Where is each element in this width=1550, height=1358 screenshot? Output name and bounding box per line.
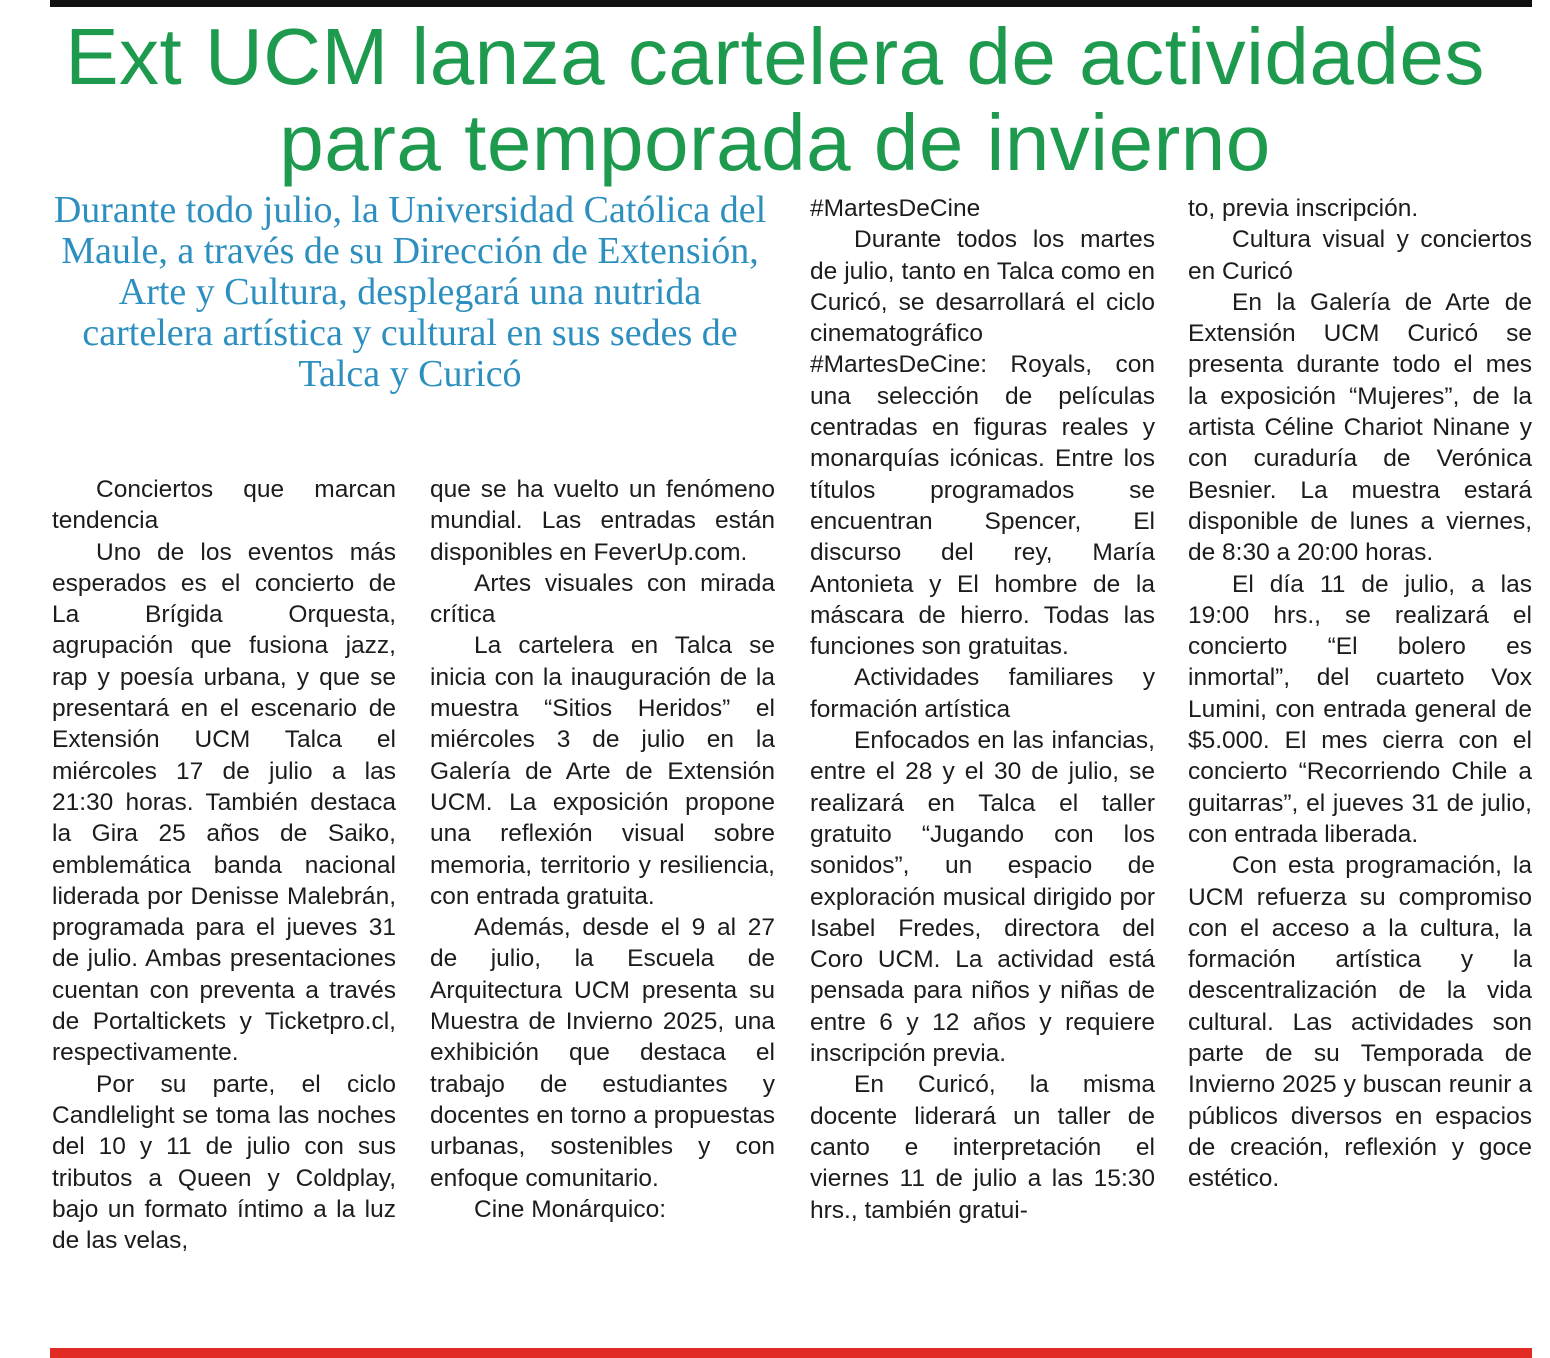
column-1-paragraph: Uno de los eventos más esperados es el concierto de La Brígida Orquesta, agrupación que fusiona jazz, rap y poesía urbana, y que se presentará en el escenario de Extensión UCM Talca el miércoles 17 de julio a las 21:30 horas. También destaca la Gira 25 años de Saiko, emblemática banda nacional liderada por Denisse Malebrán, programada para el jueves 31 de julio. Ambas presentaciones cuentan con preventa a través de Portaltickets y Ticketpro.cl, respectivamente. <box>52 538 396 1067</box>
column-2-paragraph: Artes visuales con mirada crítica <box>430 569 775 629</box>
article-column-1 <box>52 474 396 1256</box>
column-4-paragraph: Cultura visual y conciertos en Curicó <box>1188 226 1532 285</box>
column-4-paragraph: to, previa inscripción. <box>1188 195 1419 222</box>
column-3-paragraph: En Curicó, la misma docente liderará un taller de canto e interpretación el viernes 11 de julio a las 15:30 hrs., también gratui- <box>810 1071 1155 1224</box>
column-2-paragraph: Cine Monárquico: <box>474 1195 667 1223</box>
column-4-paragraph: Con esta programación, la UCM refuerza su compromiso con el acceso a la cultura, la formación artística y la descentralización de la vida cultural. Las actividades son parte de su Temporada de Invierno 2025 y buscan reunir a públicos diversos en espacios de creación, reflexión y goce estético. <box>1188 852 1532 1193</box>
column-3-paragraph: Actividades familiares y formación artística <box>810 664 1155 723</box>
column-2-paragraph: que se ha vuelto un fenómeno mundial. Las entradas están disponibles en FeverUp.com. <box>430 476 775 566</box>
column-1-paragraph: Conciertos que marcan tendencia <box>52 476 396 535</box>
article-column-4 <box>1188 193 1532 1195</box>
top-rule <box>50 0 1532 7</box>
bottom-rule <box>50 1348 1532 1358</box>
column-3-paragraph: Enfocados en las infancias, entre el 28 y el 30 de julio, se realizará en Talca el taller gratuito “Jugando con los sonidos”, un espacio de exploración musical dirigido por Isabel Fredes, directora del Coro UCM. La actividad está pensada para niños y niñas de entre 6 y 12 años y requiere inscripción previa. <box>810 727 1155 1068</box>
column-3-paragraph: Durante todos los martes de julio, tanto en Talca como en Curicó, se desarrollará el ciclo cinematográfico #MartesDeCine: Royals, con una selección de películas centradas en figuras reales y monarquías icónicas. Entre los títulos programados se encuentran Spencer, El discurso del rey, María Antonieta y El hombre de la máscara de hierro. Todas las funciones son gratuitas. <box>810 226 1155 661</box>
column-4-paragraph: En la Galería de Arte de Extensión UCM Curicó se presenta durante todo el mes la exposición “Mujeres”, de la artista Céline Chariot Ninane y con curaduría de Verónica Besnier. La muestra estará disponible de lunes a viernes, de 8:30 a 20:00 horas. <box>1188 288 1532 567</box>
column-2-paragraph: La cartelera en Talca se inicia con la inauguración de la muestra “Sitios Heridos” el miércoles 3 de julio en la Galería de Arte de Extensión UCM. La exposición propone una reflexión visual sobre memoria, territorio y resiliencia, con entrada gratuita. <box>430 632 775 910</box>
article-column-2 <box>430 474 775 1225</box>
column-2-paragraph: Además, desde el 9 al 27 de julio, la Escuela de Arquitectura UCM presenta su Muestra de Invierno 2025, una exhibición que destaca el trabajo de estudiantes y docentes en torno a propuestas urbanas, sostenibles y con enfoque comunitario. <box>430 914 775 1192</box>
article-headline: Ext UCM lanza cartelera de actividades para temporada de invierno <box>65 12 1485 187</box>
column-3-paragraph: #MartesDeCine <box>810 195 981 222</box>
column-4-paragraph: El día 11 de julio, a las 19:00 hrs., se realizará el concierto “El bolero es inmortal”, del cuarteto Vox Lumini, con entrada general de $5.000. El mes cierra con el concierto “Recorriendo Chile a guitarras”, el jueves 31 de julio, con entrada liberada. <box>1188 570 1532 848</box>
column-1-paragraph: Por su parte, el ciclo Candlelight se toma las noches del 10 y 11 de julio con sus tributos a Queen y Coldplay, bajo un formato íntimo a la luz de las velas, <box>52 1070 396 1255</box>
article-column-3 <box>810 193 1155 1226</box>
article-subhead: Durante todo julio, la Universidad Católica del Maule, a través de su Dirección de Extensión, Arte y Cultura, desplegará una nutrida cartelera artística y cultural en sus sedes de Talca y Curicó <box>53 189 767 395</box>
